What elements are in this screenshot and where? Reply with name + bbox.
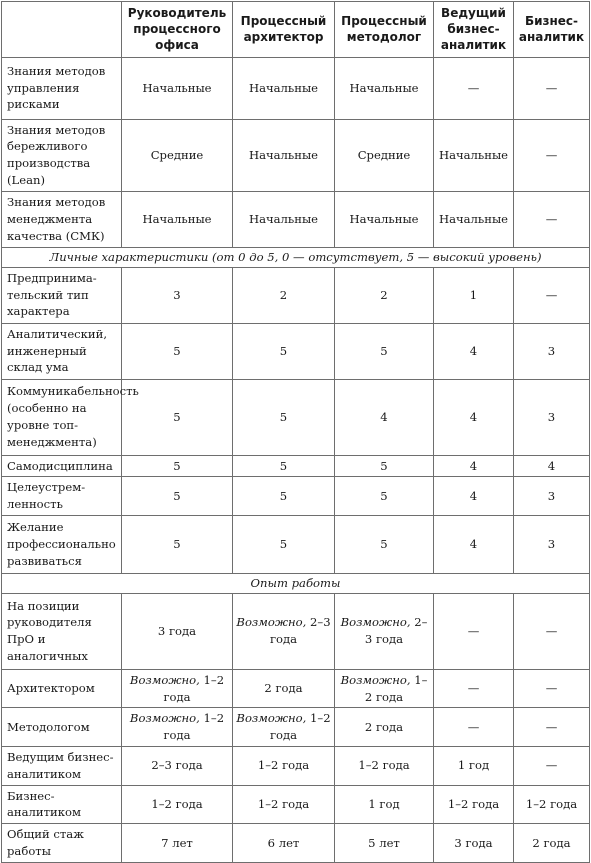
cell-value: 1–2 года: [163, 711, 225, 743]
table-cell: [122, 593, 233, 669]
cell-qualifier: Возможно,: [129, 711, 200, 726]
cell-value: 2–3 года: [269, 615, 331, 647]
table-cell: [233, 455, 335, 477]
table-row: [2, 477, 590, 516]
table-cell: [122, 191, 233, 247]
table-cell: [434, 323, 514, 379]
table-cell: [122, 57, 233, 119]
cell-value: 2: [380, 287, 388, 302]
cell-value: Начальные: [438, 211, 509, 226]
cell-value: Начальные: [349, 80, 419, 95]
table-cell: [122, 323, 233, 379]
row-label: Знания методов бережливого производства (Lean): [2, 119, 122, 191]
cell-value: —: [545, 211, 558, 226]
table-cell: [434, 379, 514, 455]
cell-value: 5: [380, 458, 388, 473]
table-cell: [122, 746, 233, 785]
table-cell: [335, 593, 434, 669]
cell-value: 1 год: [368, 796, 400, 811]
cell-value: Средние: [150, 147, 204, 162]
header-cell-head-of-process-office: Руководитель процессного офиса: [122, 2, 233, 58]
header-cell-process-architect: Процессный архитектор: [233, 2, 335, 58]
table-cell: [434, 746, 514, 785]
cell-value: —: [467, 623, 480, 638]
cell-value: 2–3 года: [364, 615, 428, 647]
table-cell: [122, 455, 233, 477]
row-label: Предпринима-тельский тип характера: [2, 267, 122, 323]
table-cell: [434, 669, 514, 708]
table-cell: [514, 593, 590, 669]
table-cell: [233, 593, 335, 669]
table-cell: [434, 708, 514, 747]
table-cell: [514, 119, 590, 191]
cell-value: 5: [173, 488, 181, 503]
table-cell: [335, 515, 434, 573]
table-cell: [233, 785, 335, 824]
cell-qualifier: Возможно,: [129, 672, 200, 687]
table-cell: [514, 477, 590, 516]
header-cell-process-methodologist: Процессный методолог: [335, 2, 434, 58]
table-row: [2, 323, 590, 379]
table-row: [2, 119, 590, 191]
table-cell: [335, 57, 434, 119]
cell-value: Начальные: [142, 80, 212, 95]
cell-value: 4: [469, 458, 478, 473]
table-cell: [514, 57, 590, 119]
table-cell: [122, 515, 233, 573]
cell-value: Начальные: [142, 211, 212, 226]
table-cell: [233, 477, 335, 516]
table-cell: [335, 746, 434, 785]
table-cell: [233, 379, 335, 455]
cell-value: 5 лет: [368, 835, 400, 850]
table-cell: [335, 267, 434, 323]
document-page: [1, 1, 589, 863]
cell-qualifier: Возможно,: [340, 615, 411, 630]
table-cell: [233, 669, 335, 708]
table-cell: [122, 669, 233, 708]
table-cell: [335, 708, 434, 747]
cell-value: 2 года: [364, 719, 404, 734]
table-cell: [514, 669, 590, 708]
cell-value: 5: [279, 458, 288, 473]
table-cell: [233, 824, 335, 863]
table-row: [2, 746, 590, 785]
cell-value: 1 год: [457, 758, 490, 773]
cell-value: —: [545, 147, 558, 162]
cell-value: 4: [469, 488, 478, 503]
header-cell-lead-business-analyst: Ведущий бизнес-аналитик: [434, 2, 514, 58]
table-cell: [434, 57, 514, 119]
cell-value: 4: [469, 537, 478, 552]
row-label: Ведущим бизнес-аналитиком: [2, 746, 122, 785]
cell-value: 3 года: [454, 835, 493, 850]
cell-value: 5: [279, 537, 288, 552]
cell-value: 4: [547, 458, 556, 473]
table-cell: [434, 824, 514, 863]
cell-value: 4: [469, 343, 478, 358]
table-cell: [335, 477, 434, 516]
cell-value: —: [467, 80, 480, 95]
row-label: Желание профессионально развиваться: [2, 515, 122, 573]
cell-value: —: [467, 681, 480, 696]
header-row: [2, 2, 590, 58]
cell-value: 3: [547, 409, 556, 424]
cell-value: 3: [173, 287, 181, 302]
cell-value: 1–2 года: [358, 758, 410, 773]
cell-value: 6 лет: [267, 835, 300, 850]
cell-value: 1: [469, 287, 478, 302]
cell-value: 5: [173, 458, 181, 473]
cell-value: —: [545, 80, 558, 95]
table-cell: [335, 379, 434, 455]
cell-value: —: [545, 719, 558, 734]
cell-value: 5: [279, 409, 288, 424]
cell-value: 1–2 года: [364, 672, 428, 704]
cell-qualifier: Возможно,: [340, 672, 411, 687]
cell-value: 2 года: [264, 681, 303, 696]
table-cell: [233, 267, 335, 323]
row-label: Бизнес-аналитиком: [2, 785, 122, 824]
table-cell: [335, 119, 434, 191]
table-cell: [233, 323, 335, 379]
row-label: Самодисциплина: [2, 455, 122, 477]
table-cell: [335, 669, 434, 708]
cell-value: 5: [173, 537, 181, 552]
cell-value: 5: [380, 343, 388, 358]
table-row: [2, 515, 590, 573]
table-cell: [233, 515, 335, 573]
table-row: [2, 267, 590, 323]
cell-value: 4: [380, 409, 388, 424]
cell-value: 5: [173, 343, 181, 358]
table-row: [2, 379, 590, 455]
row-label: Знания методов управления рисками: [2, 57, 122, 119]
table-cell: [514, 323, 590, 379]
table-row: [2, 708, 590, 747]
table-cell: [233, 57, 335, 119]
cell-value: Средние: [357, 147, 411, 162]
table-cell: [122, 824, 233, 863]
cell-value: Начальные: [248, 80, 319, 95]
cell-value: Начальные: [248, 211, 319, 226]
table-cell: [233, 746, 335, 785]
cell-value: 2 года: [532, 835, 571, 850]
row-label: Методологом: [2, 708, 122, 747]
cell-value: —: [545, 681, 558, 696]
cell-qualifier: Возможно,: [236, 711, 307, 726]
cell-value: 1–2 года: [257, 758, 310, 773]
table-cell: [514, 267, 590, 323]
cell-value: —: [467, 719, 480, 734]
cell-value: —: [545, 287, 558, 302]
table-cell: [434, 455, 514, 477]
cell-value: 5: [380, 537, 388, 552]
cell-value: 3 года: [157, 623, 197, 638]
table-cell: [514, 191, 590, 247]
table-cell: [122, 267, 233, 323]
table-row: [2, 669, 590, 708]
table-cell: [335, 455, 434, 477]
table-cell: [514, 515, 590, 573]
table-cell: [514, 455, 590, 477]
cell-value: 1–2 года: [257, 796, 310, 811]
row-label: На позиции руководителя ПрО и аналогичных: [2, 593, 122, 669]
cell-value: 5: [380, 488, 388, 503]
table-cell: [434, 119, 514, 191]
row-label: Аналитический, инженерный склад ума: [2, 323, 122, 379]
table-row: [2, 455, 590, 477]
table-row: [2, 593, 590, 669]
section-row: [2, 573, 590, 593]
requirements-table: [1, 1, 590, 863]
cell-value: 3: [547, 488, 556, 503]
cell-value: 5: [173, 409, 181, 424]
cell-value: 1–2 года: [447, 796, 500, 811]
table-cell: [233, 708, 335, 747]
cell-value: 1–2 года: [525, 796, 578, 811]
cell-value: 3: [547, 537, 556, 552]
table-cell: [514, 785, 590, 824]
cell-value: 3: [547, 343, 556, 358]
table-cell: [335, 191, 434, 247]
cell-value: 1–2 года: [163, 672, 225, 704]
cell-value: —: [545, 758, 558, 773]
table-cell: [122, 477, 233, 516]
cell-value: 5: [279, 343, 288, 358]
table-cell: [335, 785, 434, 824]
cell-value: 7 лет: [161, 835, 193, 850]
cell-value: 1–2 года: [269, 711, 331, 743]
section-heading: Личные характеристики (от 0 до 5, 0 — отсутствует, 5 — высокий уровень): [2, 247, 590, 267]
section-heading: Опыт работы: [2, 573, 590, 593]
row-label: Коммуникабельность (особенно на уровне топ-менеджмента): [2, 379, 122, 455]
table-row: [2, 191, 590, 247]
table-cell: [514, 379, 590, 455]
table-cell: [335, 323, 434, 379]
cell-qualifier: Возможно,: [236, 615, 307, 630]
table-cell: [122, 708, 233, 747]
table-cell: [434, 515, 514, 573]
table-cell: [434, 593, 514, 669]
cell-value: Начальные: [248, 147, 319, 162]
cell-value: 4: [469, 409, 478, 424]
cell-value: 1–2 года: [151, 796, 203, 811]
table-cell: [434, 191, 514, 247]
cell-value: Начальные: [349, 211, 419, 226]
row-label: Знания методов менеджмента качества (СМК): [2, 191, 122, 247]
cell-value: 2–3 года: [151, 758, 203, 773]
table-cell: [434, 785, 514, 824]
table-cell: [233, 119, 335, 191]
table-cell: [122, 785, 233, 824]
table-cell: [514, 708, 590, 747]
table-row: [2, 57, 590, 119]
table-cell: [514, 824, 590, 863]
table-cell: [335, 824, 434, 863]
table-cell: [514, 746, 590, 785]
table-row: [2, 785, 590, 824]
cell-value: Начальные: [438, 147, 509, 162]
cell-value: 5: [279, 488, 288, 503]
row-label: Общий стаж работы: [2, 824, 122, 863]
header-cell-empty: [2, 2, 122, 58]
cell-value: —: [545, 623, 558, 638]
section-row: [2, 247, 590, 267]
table-cell: [122, 119, 233, 191]
table-cell: [233, 191, 335, 247]
table-cell: [434, 267, 514, 323]
header-cell-business-analyst: Бизнес-аналитик: [514, 2, 590, 58]
row-label: Целеустрем-ленность: [2, 477, 122, 516]
table-cell: [434, 477, 514, 516]
row-label: Архитектором: [2, 669, 122, 708]
table-row: [2, 824, 590, 863]
cell-value: 2: [279, 287, 288, 302]
